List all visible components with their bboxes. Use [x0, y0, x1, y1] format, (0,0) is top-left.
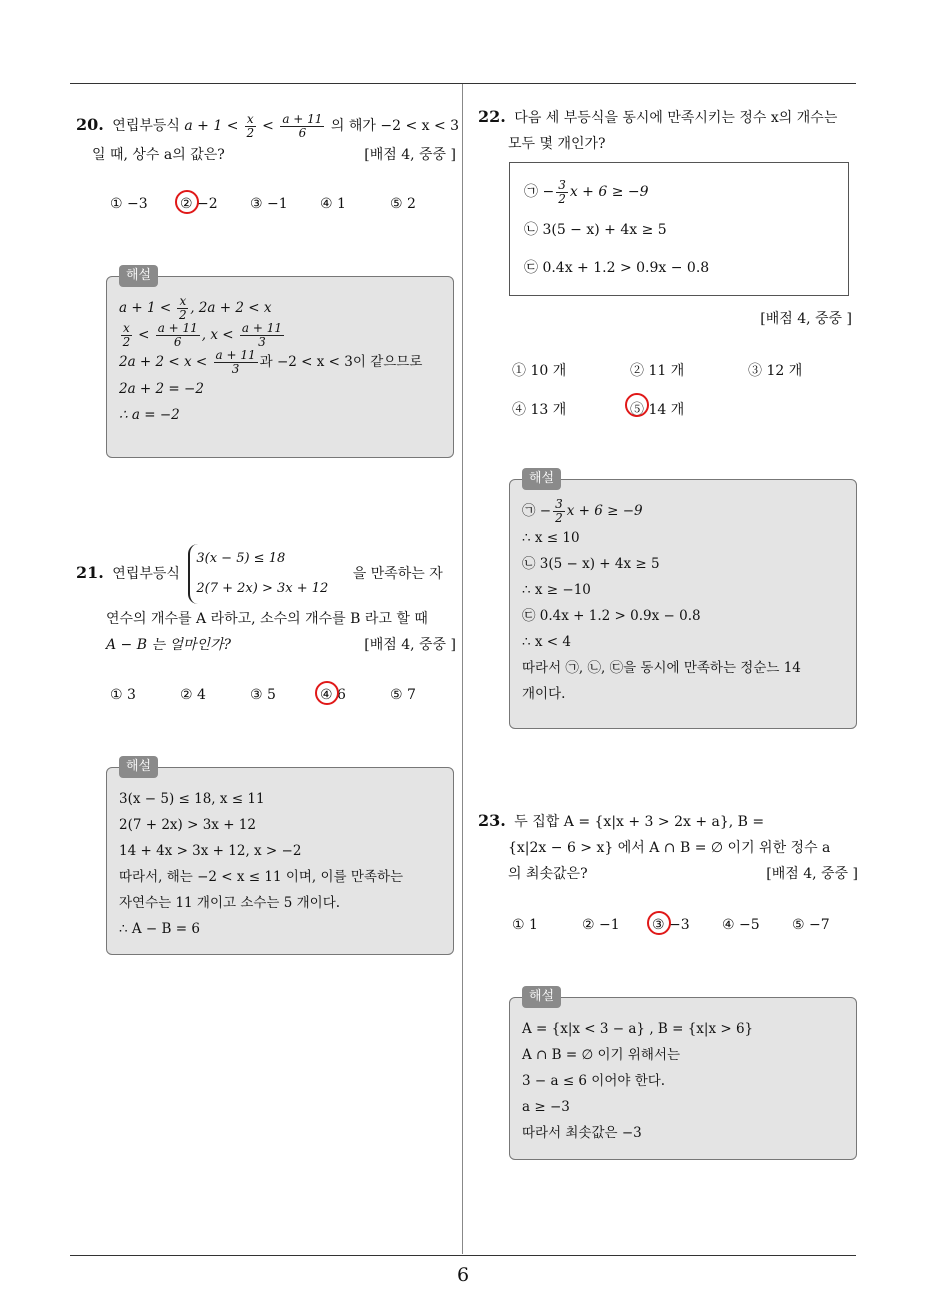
solution-line: ∴ x < 4 — [522, 634, 571, 650]
solution-line: 따라서 최솟값은 −3 — [522, 1125, 642, 1141]
condition-3: ㉢ 0.4x + 1.2 > 0.9x − 0.8 — [524, 260, 710, 276]
solution-line: 따라서, 해는 −2 < x ≤ 11 이며, 이를 만족하는 — [119, 869, 404, 885]
problem-number: 22. — [478, 107, 506, 126]
problem-stem: 의 최솟값은? — [508, 866, 588, 882]
score-meta: [배점 4, 중중 ] — [364, 147, 456, 163]
problem-stem: 연립부등식 — [112, 566, 180, 582]
choice-5[interactable]: ⑤ 2 — [390, 196, 416, 212]
solution-line: 2a + 2 = −2 — [119, 381, 204, 397]
answer-circle-mark — [175, 190, 199, 214]
choice-5[interactable]: ⑤ 7 — [390, 687, 416, 703]
problem-21 — [76, 540, 456, 658]
problem-stem: 연립부등식 — [112, 118, 180, 134]
problem-number: 23. — [478, 811, 506, 830]
problem-stem: 연수의 개수를 A 라하고, 소수의 개수를 B 라고 할 때 — [106, 611, 428, 627]
problem-stem: A − B 는 얼마인가? — [106, 637, 232, 653]
score-meta: [배점 4, 중중 ] — [766, 866, 858, 882]
solution-box-20 — [106, 268, 454, 458]
solution-line: A ∩ B = ∅ 이기 위해서는 — [522, 1047, 681, 1063]
solution-tag: 해설 — [119, 265, 158, 287]
choice-2[interactable]: ② 4 — [180, 687, 206, 703]
top-rule — [70, 83, 856, 84]
choice-4[interactable]: ④ 1 — [320, 196, 346, 212]
math-expr: < — [262, 118, 274, 134]
math-expr: a + 1 < — [184, 118, 239, 134]
choice-2[interactable]: ② −2 — [180, 196, 218, 212]
solution-line: a + 1 < $\frac{x}{2}$ , 2a + 2 < x — [119, 294, 272, 322]
condition-1: ㉠ − $\frac{3}{2}$ x + 6 ≥ −9 — [524, 177, 649, 206]
solution-tag: 해설 — [522, 468, 561, 490]
score-meta: [배점 4, 중중 ] — [760, 311, 852, 327]
inequality-system: 3(x − 5) ≤ 18 2(7 + 2x) > 3x + 12 — [188, 544, 328, 604]
solution-box-21 — [106, 759, 454, 955]
choice-3[interactable]: ③ 12 개 — [748, 363, 803, 379]
solution-line: a ≥ −3 — [522, 1099, 570, 1115]
solution-tag: 해설 — [522, 986, 561, 1008]
page-number: 6 — [456, 1264, 470, 1286]
choice-1[interactable]: ① 1 — [512, 917, 538, 933]
solution-line: $\frac{x}{2}$ < $\frac{a + 11}{6}$ , x < $\frac{a + 11}{3}$ — [122, 321, 283, 349]
solution-line: ㉠ − $\frac{3}{2}$ x + 6 ≥ −9 — [522, 497, 643, 525]
solution-line: A = {x|x < 3 − a} , B = {x|x > 6} — [522, 1021, 754, 1037]
solution-line: ∴ x ≥ −10 — [522, 582, 591, 598]
problem-23 — [478, 808, 858, 887]
solution-line: 따라서 ㉠, ㉡, ㉢을 동시에 만족하는 정순느 14 — [522, 660, 801, 676]
solution-line: 14 + 4x > 3x + 12, x > −2 — [119, 843, 302, 859]
answer-circle-mark — [647, 911, 671, 935]
solution-line: 개이다. — [522, 686, 566, 702]
choice-3[interactable]: ③ −3 — [652, 917, 690, 933]
choice-5[interactable]: ⑤ −7 — [792, 917, 830, 933]
choice-5[interactable]: ⑤ 14 개 — [630, 402, 685, 418]
answer-circle-mark — [625, 393, 649, 417]
solution-line: ∴ a = −2 — [119, 407, 180, 423]
choice-1[interactable]: ① 3 — [110, 687, 136, 703]
problem-number: 20. — [76, 115, 104, 134]
fraction: $\frac{a + 11}{6}$ — [282, 111, 323, 140]
choice-3[interactable]: ③ 5 — [250, 687, 276, 703]
solution-line: ㉢ 0.4x + 1.2 > 0.9x − 0.8 — [522, 608, 701, 624]
choice-4[interactable]: ④ 13 개 — [512, 402, 567, 418]
choice-2[interactable]: ② 11 개 — [630, 363, 685, 379]
bottom-rule — [70, 1255, 856, 1256]
solution-line: 3 − a ≤ 6 이어야 한다. — [522, 1073, 666, 1089]
problem-stem: 의 해가 −2 < x < 3 — [330, 118, 460, 134]
choice-3[interactable]: ③ −1 — [250, 196, 288, 212]
problem-22 — [478, 104, 858, 157]
solution-line: ㉡ 3(5 − x) + 4x ≥ 5 — [522, 556, 660, 572]
fraction: $\frac{x}{2}$ — [246, 111, 255, 140]
solution-line: 2(7 + 2x) > 3x + 12 — [119, 817, 256, 833]
solution-line: 3(x − 5) ≤ 18, x ≤ 11 — [119, 791, 265, 807]
condition-box — [509, 162, 849, 296]
problem-stem: 두 집합 A = {x|x + 3 > 2x + a}, B = — [514, 814, 765, 830]
problem-number: 21. — [76, 563, 104, 582]
condition-2: ㉡ 3(5 − x) + 4x ≥ 5 — [524, 222, 667, 238]
column-divider — [462, 84, 463, 1254]
choice-2[interactable]: ② −1 — [582, 917, 620, 933]
solution-tag: 해설 — [119, 756, 158, 778]
choice-4[interactable]: ④ −5 — [722, 917, 760, 933]
score-meta: [배점 4, 중중 ] — [364, 637, 456, 653]
solution-box-22 — [509, 471, 857, 729]
problem-stem: 을 만족하는 자 — [352, 566, 443, 582]
problem-stem: {x|2x − 6 > x} 에서 A ∩ B = ∅ 이기 위한 정수 a — [508, 840, 831, 856]
solution-line: ∴ A − B = 6 — [119, 921, 200, 937]
choice-1[interactable]: ① −3 — [110, 196, 148, 212]
choice-4[interactable]: ④ 6 — [320, 687, 346, 703]
solution-line: ∴ x ≤ 10 — [522, 530, 580, 546]
problem-20 — [76, 108, 460, 168]
problem-stem: 일 때, 상수 a의 값은? — [92, 147, 225, 163]
solution-box-23 — [509, 989, 857, 1160]
problem-stem: 다음 세 부등식을 동시에 만족시키는 정수 x의 개수는 — [514, 110, 838, 126]
solution-line: 2a + 2 < x < $\frac{a + 11}{3}$ 과 −2 < x < 3이 같으므로 — [119, 348, 423, 376]
answer-circle-mark — [315, 681, 339, 705]
solution-line: 자연수는 11 개이고 소수는 5 개이다. — [119, 895, 341, 911]
choice-1[interactable]: ① 10 개 — [512, 363, 567, 379]
problem-stem: 모두 몇 개인가? — [508, 136, 606, 152]
